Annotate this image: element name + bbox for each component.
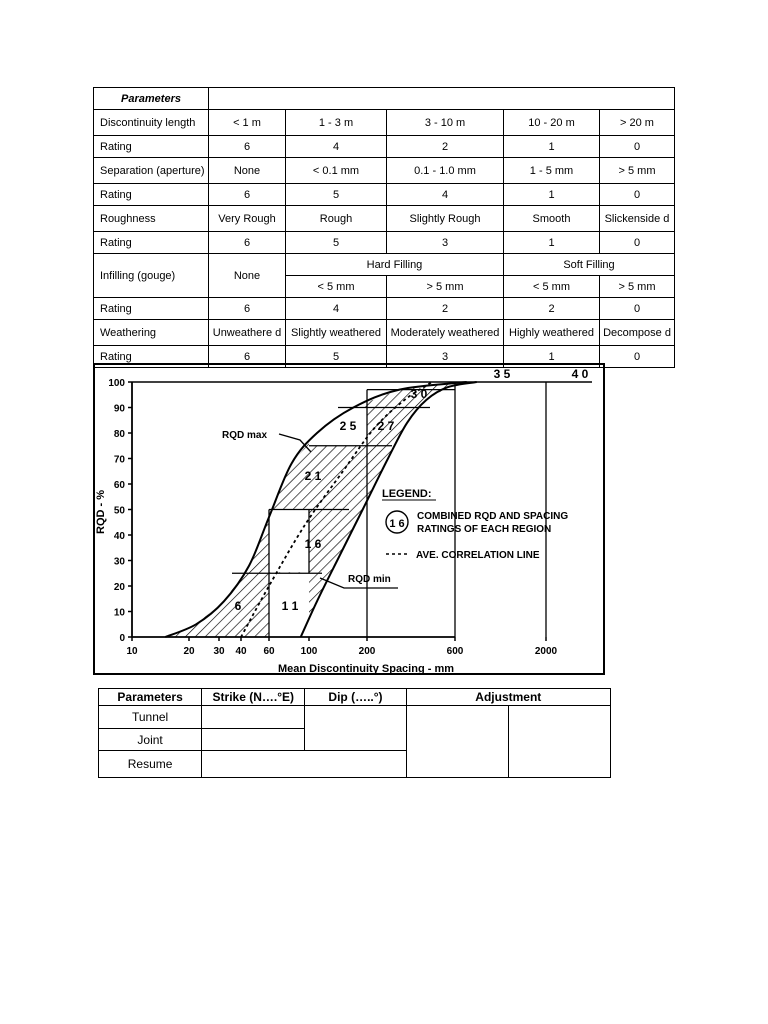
- row-label: Infilling (gouge): [94, 254, 209, 298]
- row-label: Resume: [99, 751, 202, 778]
- row-label: Rating: [94, 184, 209, 206]
- x-tick-label: 600: [446, 646, 464, 657]
- row-label: Rating: [94, 298, 209, 320]
- table-cell: 1 - 5 mm: [504, 158, 600, 184]
- table-cell: 1 - 3 m: [286, 110, 387, 136]
- table-cell: Highly weathered: [504, 320, 600, 346]
- table-cell: > 5 mm: [387, 276, 504, 298]
- x-tick-label: 60: [263, 646, 275, 657]
- table-cell: 0: [600, 232, 675, 254]
- table-cell: 2: [387, 136, 504, 158]
- row-label: Rating: [94, 346, 209, 368]
- y-axis-label: RQD - %: [95, 490, 107, 534]
- table-cell: Slickenside d: [600, 206, 675, 232]
- y-tick-label: 40: [113, 531, 125, 542]
- legend-combined-line2: RATINGS OF EACH REGION: [417, 524, 552, 535]
- region-25-fill: [309, 408, 367, 446]
- rqd-min-label: RQD min: [348, 574, 391, 585]
- x-axis-label: Mean Discontinuity Spacing - mm: [277, 663, 455, 675]
- adjustment-cell[interactable]: [406, 706, 508, 778]
- table-cell: 3: [387, 346, 504, 368]
- dip-header: Dip (…..°): [305, 689, 406, 706]
- legend-correlation-label: AVE. CORRELATION LINE: [416, 550, 540, 561]
- row-label: Tunnel: [99, 706, 202, 729]
- x-tick-label: 30: [213, 646, 225, 657]
- legend-circle-value: 1 6: [389, 518, 405, 530]
- table-cell: 4: [286, 298, 387, 320]
- table-cell: 3: [387, 232, 504, 254]
- table-cell: 1: [504, 184, 600, 206]
- legend-title: LEGEND:: [382, 488, 432, 500]
- strike-cell[interactable]: [202, 706, 305, 729]
- table-cell: 5: [286, 346, 387, 368]
- region-rating-label: 3 0: [410, 387, 428, 401]
- table-cell: < 1 m: [209, 110, 286, 136]
- table-cell: Decompose d: [600, 320, 675, 346]
- table-cell: Smooth: [504, 206, 600, 232]
- table-cell: 6: [209, 232, 286, 254]
- table-cell: 2: [387, 298, 504, 320]
- table-cell: 4: [286, 136, 387, 158]
- table-cell: 6: [209, 184, 286, 206]
- table-cell: 6: [209, 298, 286, 320]
- y-tick-label: 10: [113, 607, 125, 619]
- table-row: [99, 706, 611, 729]
- table-cell: 0: [600, 184, 675, 206]
- row-label: Rating: [94, 232, 209, 254]
- table-header-row: [99, 689, 611, 706]
- table-cell: 2: [504, 298, 600, 320]
- table-cell: Rough: [286, 206, 387, 232]
- table-cell: Slightly weathered: [286, 320, 387, 346]
- table-cell: 0: [600, 298, 675, 320]
- table-cell: 4: [387, 184, 504, 206]
- region-rating-label: 2 5: [339, 419, 357, 433]
- row-label: Weathering: [94, 320, 209, 346]
- table-cell: > 5 mm: [600, 158, 675, 184]
- legend-combined-line1: COMBINED RQD AND SPACING: [417, 511, 569, 522]
- table-cell: 5: [286, 232, 387, 254]
- table-cell: > 5 mm: [600, 276, 675, 298]
- row-label: Joint: [99, 729, 202, 751]
- table-cell: None: [209, 254, 286, 298]
- table-cell: < 5 mm: [504, 276, 600, 298]
- table-cell: Unweathere d: [209, 320, 286, 346]
- region-rating-label: 2 1: [304, 469, 322, 483]
- y-tick-label: 70: [113, 454, 125, 466]
- table-cell: 6: [209, 346, 286, 368]
- strike-header: Strike (N….°E): [202, 689, 305, 706]
- table-cell: Slightly Rough: [387, 206, 504, 232]
- x-tick-label: 100: [300, 646, 318, 657]
- strike-cell[interactable]: [202, 729, 305, 751]
- table-cell: 1: [504, 232, 600, 254]
- table-cell: 3 - 10 m: [387, 110, 504, 136]
- table-cell: > 20 m: [600, 110, 675, 136]
- x-tick-label: 20: [183, 646, 195, 657]
- y-tick-label: 50: [113, 505, 125, 517]
- row-label: Rating: [94, 136, 209, 158]
- y-tick-label: 0: [119, 633, 125, 644]
- table-cell: 5: [286, 184, 387, 206]
- resume-cell[interactable]: [202, 751, 406, 778]
- table-cell: < 0.1 mm: [286, 158, 387, 184]
- table-cell: 0.1 - 1.0 mm: [387, 158, 504, 184]
- table-cell: None: [209, 158, 286, 184]
- rqd-max-label: RQD max: [222, 430, 268, 441]
- region-rating-label: 1 6: [304, 537, 322, 551]
- x-tick-label: 200: [358, 646, 376, 657]
- region-rating-label: 6: [234, 599, 242, 613]
- y-tick-label: 80: [113, 429, 125, 440]
- x-tick-label: 2000: [534, 646, 558, 657]
- table-cell: 0: [600, 346, 675, 368]
- y-tick-label: 90: [113, 403, 125, 415]
- region-rating-label: 3 5: [493, 367, 511, 381]
- region-rating-label: 2 7: [377, 419, 395, 433]
- parameters-header: Parameters: [99, 689, 202, 706]
- x-tick-label: 40: [235, 646, 247, 657]
- row-label: Discontinuity length: [94, 110, 209, 136]
- region-rating-label: 4 0: [571, 367, 589, 381]
- adjustment-cell[interactable]: [508, 706, 610, 778]
- table-cell: 1: [504, 346, 600, 368]
- adjustment-header: Adjustment: [406, 689, 610, 706]
- row-label: Roughness: [94, 206, 209, 232]
- dip-cell[interactable]: [305, 706, 406, 751]
- table-cell: Very Rough: [209, 206, 286, 232]
- soft-filling-header: Soft Filling: [504, 254, 675, 276]
- y-tick-label: 30: [113, 556, 125, 568]
- y-tick-label: 100: [108, 378, 125, 389]
- orientation-adjustment-table: [98, 688, 611, 778]
- region-rating-label: 1 1: [281, 599, 299, 613]
- table-cell: < 5 mm: [286, 276, 387, 298]
- region-16-fill: [269, 510, 309, 573]
- table-cell: 1: [504, 136, 600, 158]
- parameters-header: Parameters: [94, 88, 209, 110]
- hard-filling-header: Hard Filling: [286, 254, 504, 276]
- y-tick-label: 60: [113, 480, 125, 491]
- table-cell: Moderately weathered: [387, 320, 504, 346]
- table-cell: 6: [209, 136, 286, 158]
- y-tick-label: 20: [113, 582, 125, 593]
- table-cell: 0: [600, 136, 675, 158]
- x-tick-label: 10: [126, 646, 138, 657]
- table-cell: 10 - 20 m: [504, 110, 600, 136]
- row-label: Separation (aperture): [94, 158, 209, 184]
